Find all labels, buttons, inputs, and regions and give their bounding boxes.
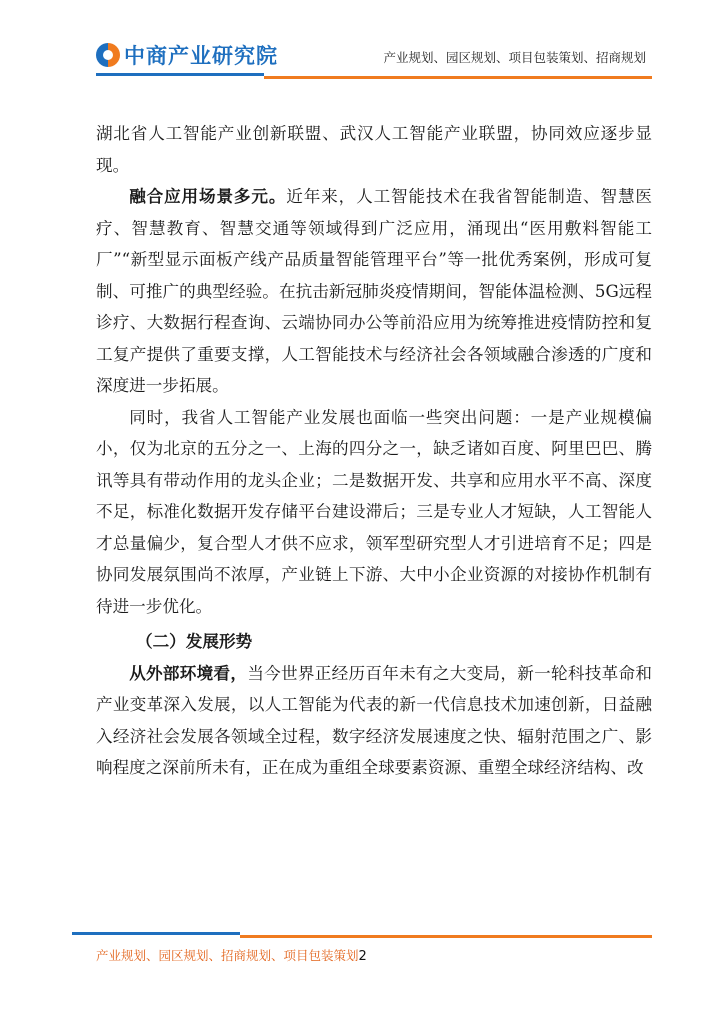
paragraph-4-text: 当今世界正经历百年未有之大变局，新一轮科技革命和产业变革深入发展，以人工智能为代表的新一代信息技术加速创新，日益融入经济社会发展各领域全过程，数字经济发展速度之快、辐射范围之广、影响程度之深前所未有，正在成为重组全球要素资源、重塑全球经济结构、改 — [96, 663, 653, 777]
paragraph-2 — [96, 181, 652, 402]
paragraph-2-lead: 融合应用场景多元。 — [129, 186, 287, 206]
paragraph-4-lead: 从外部环境看， — [129, 662, 248, 683]
logo — [96, 40, 278, 70]
logo-text: 中商产业研究院 — [124, 44, 278, 68]
section-heading: （二）发展形势 — [136, 631, 253, 651]
header-rule-blue — [96, 73, 264, 76]
paragraph-2-text: 近年来，人工智能技术在我省智能制造、智慧医疗、智慧教育、智慧交通等领域得到广泛应用，涌现出“医用敷料智能工厂”“新型显示面板产线产品质量智能管理平台”等一批优秀案例，形成可复制、可推广的典型经验。在抗击新冠肺炎疫情期间，智能体温检测、5G远程诊疗、大数据行程查询、云端协同办公等前沿应用为统筹推进疫情防控和复工复产提供了重要支撑，人工智能技术与经济社会各领域融合渗透的广度和深度进一步拓展。 — [96, 187, 653, 395]
paragraph-3: 同时，我省人工智能产业发展也面临一些突出问题：一是产业规模偏小，仅为北京的五分之一、上海的四分之一，缺乏诸如百度、阿里巴巴、腾讯等具有带动作用的龙头企业；二是数据开发、共享和应用水平不高、深度不足，标准化数据开发存储平台建设滞后；三是专业人才短缺，人工智能人才总量偏少，复合型人才供不应求，领军型研究型人才引进培育不足；四是协同发展氛围尚不浓厚，产业链上下游、大中小企业资源的对接协作机制有待进一步优化。 — [96, 407, 652, 616]
paragraph-1: 湖北省人工智能产业创新联盟、武汉人工智能产业联盟，协同效应逐步显现。 — [96, 124, 652, 175]
page-header — [0, 0, 724, 85]
page-footer — [96, 946, 367, 964]
footer-tagline: 产业规划、园区规划、招商规划、项目包装策划 — [96, 948, 359, 963]
paragraph-4 — [96, 658, 652, 784]
page-number: 2 — [358, 949, 367, 964]
header-rule-orange — [264, 76, 652, 79]
footer-rule-orange — [240, 935, 652, 938]
document-body — [96, 118, 652, 784]
logo-icon — [96, 43, 120, 67]
header-tagline: 产业规划、园区规划、项目包装策划、招商规划 — [383, 50, 646, 65]
footer-rule-blue — [72, 932, 240, 935]
